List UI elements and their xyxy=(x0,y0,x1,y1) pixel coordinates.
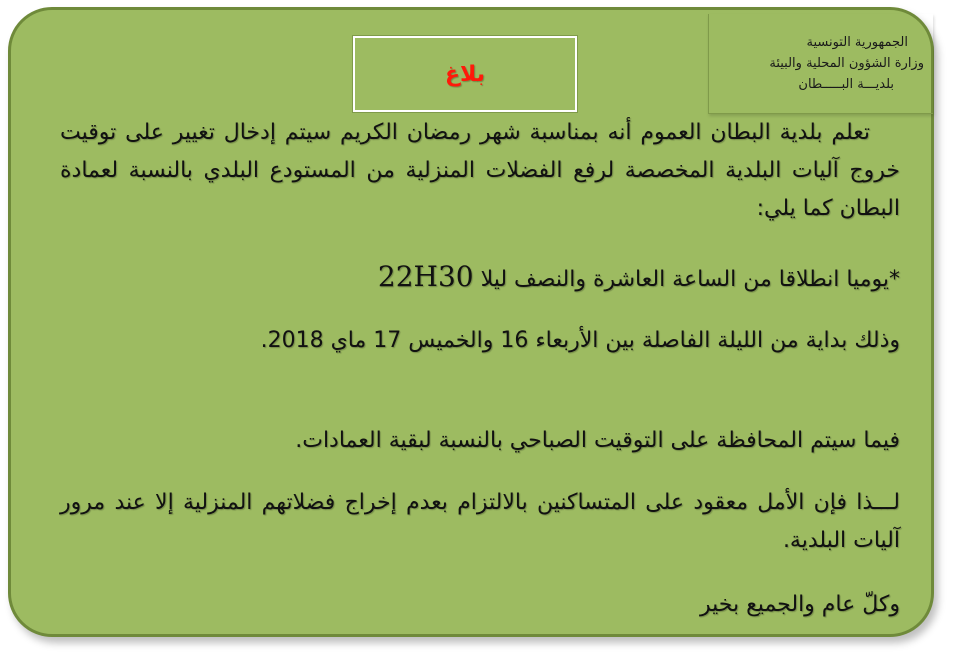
paragraph-morning: فيما سيتم المحافظة على التوقيت الصباحي بالنسبة لبقية العمادات. xyxy=(295,428,900,453)
header-municipality: بلديـــة البـــــطان xyxy=(798,77,894,92)
header-republic: الجمهورية التونسية xyxy=(806,35,908,50)
paragraph-request: لـــذا فإن الأمل معقود على المتساكنين بالالتزام بعدم إخراج فضلاتهم المنزلية إلا عند مرور آليات البلدية. xyxy=(60,490,900,553)
paragraph-start-date: وذلك بداية من الليلة الفاصلة بين الأربعاء 16 والخميس 17 ماي 2018. xyxy=(260,328,900,353)
notice-title: بلاغ xyxy=(445,61,485,87)
schedule-text: *يوميا انطلاقا من الساعة العاشرة والنصف ليلا xyxy=(473,267,900,292)
schedule-time: 22H30 xyxy=(377,260,474,293)
paragraph-schedule xyxy=(60,258,900,299)
paragraph-greeting: وكلّ عام والجميع بخير xyxy=(700,592,900,617)
title-box xyxy=(353,36,577,112)
header-ministry: وزارة الشؤون المحلية والبيئة xyxy=(769,56,924,71)
paragraph-intro: تعلم بلدية البطان العموم أنه بمناسبة شهر رمضان الكريم سيتم إدخال تغيير على توقيت خروج آليات البلدية المخصصة لرفع الفضلات المنزلية من المستودع البلدي بالنسبة لعمادة البطان كما يلي: xyxy=(60,120,900,221)
